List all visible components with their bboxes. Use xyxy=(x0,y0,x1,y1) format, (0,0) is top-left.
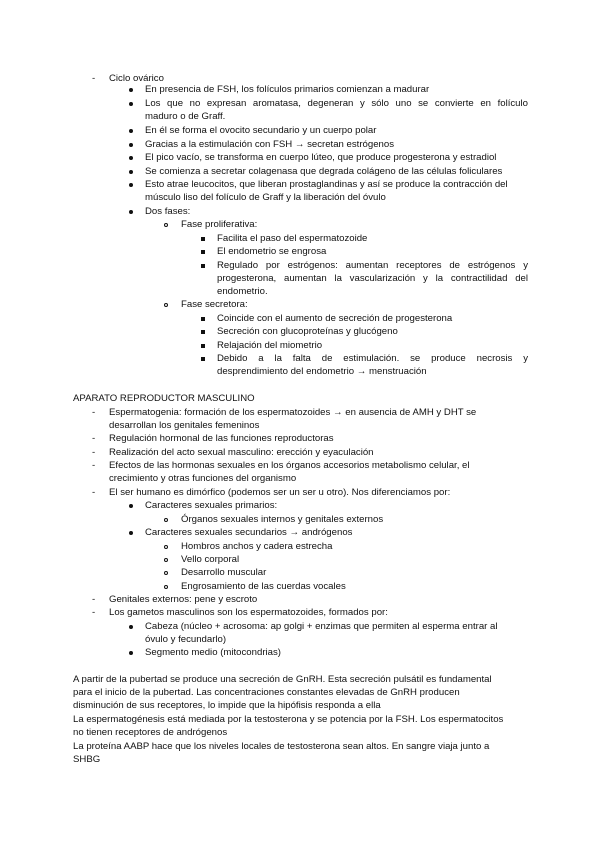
list-item: Realización del acto sexual masculino: erección y eyaculación xyxy=(109,447,374,458)
dash-marker: - xyxy=(92,447,96,458)
list-item: Esto atrae leucocitos, que liberan prostaglandinas y así se produce la contracción del xyxy=(145,179,508,190)
bullet-dot xyxy=(129,651,133,655)
list-item: Secreción con glucoproteínas y glucógeno xyxy=(217,326,398,337)
list-item: El endometrio se engrosa xyxy=(217,246,327,257)
dash-marker: - xyxy=(92,607,96,618)
list-item: El pico vacío, se transforma en cuerpo lúteo, que produce progesterona y estradiol xyxy=(145,152,497,163)
paragraph-line: La espermatogénesis está mediada por la testosterona y se potencia por la FSH. Los espermatocitos xyxy=(73,714,504,725)
bullet-square xyxy=(201,344,205,348)
list-item: Caracteres sexuales primarios: xyxy=(145,500,278,511)
list-item: Caracteres sexuales secundarios → andrógenos xyxy=(145,527,353,538)
bullet-dot xyxy=(129,531,133,535)
section-heading: APARATO REPRODUCTOR MASCULINO xyxy=(73,393,255,404)
bullet-dot xyxy=(129,102,133,106)
list-item: Vello corporal xyxy=(181,554,240,565)
list-item-cont: desarrollan los genitales femeninos xyxy=(109,420,260,431)
bullet-dot xyxy=(129,88,133,92)
paragraph-line: SHBG xyxy=(73,754,101,765)
paragraph-line: no tienen receptores de andrógenos xyxy=(73,727,228,738)
section-title: Ciclo ovárico xyxy=(109,73,164,84)
bullet-dot xyxy=(129,210,133,214)
bullet-square xyxy=(201,317,205,321)
bullet-ring xyxy=(164,303,168,307)
list-item: Coincide con el aumento de secreción de progesterona xyxy=(217,313,453,324)
dash-marker: - xyxy=(92,594,96,605)
bullet-square xyxy=(201,237,205,241)
bullet-dot xyxy=(129,143,133,147)
bullet-square xyxy=(201,250,205,254)
list-item-cont: músculo liso del folículo de Graff y la liberación del óvulo xyxy=(145,192,386,203)
dash-marker: - xyxy=(92,460,96,471)
list-item: Relajación del miometrio xyxy=(217,340,323,351)
dash-marker: - xyxy=(92,73,96,84)
list-item: Cabeza (núcleo + acrosoma: ap golgi + enzimas que permiten al esperma entrar al xyxy=(145,621,498,632)
paragraph-line: A partir de la pubertad se produce una secreción de GnRH. Esta secreción pulsátil es fundamental xyxy=(73,674,492,685)
list-item: Dos fases: xyxy=(145,206,191,217)
dash-marker: - xyxy=(92,407,96,418)
bullet-dot xyxy=(129,183,133,187)
bullet-ring xyxy=(164,558,168,562)
list-item: Segmento medio (mitocondrias) xyxy=(145,647,281,658)
list-item-cont: progesterona, aumentan la vascularización y la contractilidad del xyxy=(217,273,528,284)
list-item: Genitales externos: pene y escroto xyxy=(109,594,258,605)
bullet-square xyxy=(201,264,205,268)
list-item: Desarrollo muscular xyxy=(181,567,267,578)
list-item: Fase secretora: xyxy=(181,299,248,310)
bullet-dot xyxy=(129,504,133,508)
list-item: Debido a la falta de estimulación. se produce necrosis y xyxy=(217,353,528,364)
list-item: Gracias a la estimulación con FSH → secretan estrógenos xyxy=(145,139,395,150)
paragraph-line: La proteína AABP hace que los niveles locales de testosterona sean altos. En sangre viaja junto a xyxy=(73,741,490,752)
list-item: En presencia de FSH, los folículos primarios comienzan a madurar xyxy=(145,84,430,95)
list-item: Hombros anchos y cadera estrecha xyxy=(181,541,333,552)
bullet-ring xyxy=(164,223,168,227)
list-item: Regulación hormonal de las funciones reproductoras xyxy=(109,433,334,444)
bullet-ring xyxy=(164,518,168,522)
list-item: Efectos de las hormonas sexuales en los órganos accesorios metabolismo celular, el xyxy=(109,460,470,471)
dash-marker: - xyxy=(92,433,96,444)
list-item-cont: desprendimiento del endometrio → menstruación xyxy=(217,366,427,377)
list-item: Fase proliferativa: xyxy=(181,219,258,230)
bullet-dot xyxy=(129,625,133,629)
list-item: El ser humano es dimórfico (podemos ser un ser u otro). Nos diferenciamos por: xyxy=(109,487,451,498)
bullet-ring xyxy=(164,571,168,575)
bullet-dot xyxy=(129,129,133,133)
list-item: En él se forma el ovocito secundario y un cuerpo polar xyxy=(145,125,377,136)
bullet-dot xyxy=(129,156,133,160)
paragraph-line: disminución de sus receptores, lo impide que la hipófisis responda a ella xyxy=(73,700,381,711)
bullet-ring xyxy=(164,585,168,589)
list-item: Regulado por estrógenos: aumentan receptores de estrógenos y xyxy=(217,260,528,271)
list-item: Se comienza a secretar colagenasa que degrada colágeno de las células foliculares xyxy=(145,166,503,177)
bullet-square xyxy=(201,330,205,334)
list-item: Espermatogenia: formación de los espermatozoides → en ausencia de AMH y DHT se xyxy=(109,407,477,418)
list-item: Facilita el paso del espermatozoide xyxy=(217,233,368,244)
list-item-cont: endometrio. xyxy=(217,286,268,297)
list-item: Los gametos masculinos son los espermatozoides, formados por: xyxy=(109,607,388,618)
list-item: Los que no expresan aromatasa, degeneran y sólo uno se convierte en folículo xyxy=(145,98,528,109)
bullet-square xyxy=(201,357,205,361)
list-item-cont: crecimiento y otras funciones del organismo xyxy=(109,473,297,484)
bullet-dot xyxy=(129,170,133,174)
list-item: Engrosamiento de las cuerdas vocales xyxy=(181,581,346,592)
dash-marker: - xyxy=(92,487,96,498)
list-item-cont: óvulo y fecundarlo) xyxy=(145,634,227,645)
list-item: Órganos sexuales internos y genitales externos xyxy=(181,514,384,525)
paragraph-line: para el inicio de la pubertad. Las concentraciones constantes elevadas de GnRH producen xyxy=(73,687,460,698)
bullet-ring xyxy=(164,545,168,549)
list-item-cont: maduro o de Graff. xyxy=(145,111,226,122)
